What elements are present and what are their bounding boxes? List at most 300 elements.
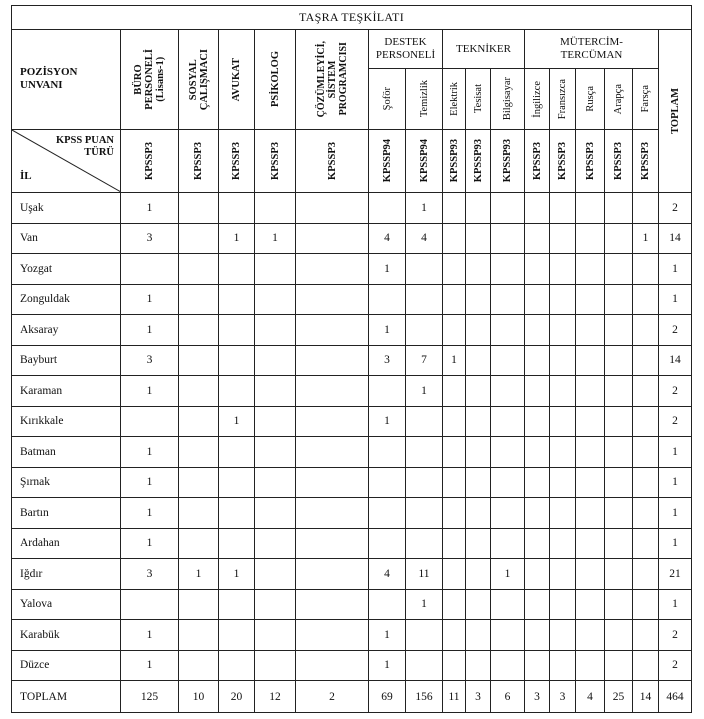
value-cell	[443, 437, 466, 468]
value-cell	[633, 650, 659, 681]
value-cell: 1	[121, 467, 179, 498]
value-cell: 1	[406, 589, 443, 620]
col-ingilizce	[525, 69, 550, 130]
table-row	[12, 559, 692, 590]
value-cell	[550, 498, 576, 529]
value-cell	[466, 406, 491, 437]
col-cozumleyici	[296, 30, 369, 130]
value-cell	[179, 650, 219, 681]
value-cell	[179, 437, 219, 468]
value-cell	[179, 620, 219, 651]
value-cell	[525, 528, 550, 559]
kpss-cell	[296, 130, 369, 193]
value-cell	[179, 223, 219, 254]
value-cell	[296, 315, 369, 346]
value-cell: 1	[406, 376, 443, 407]
value-cell: 3	[121, 223, 179, 254]
kpss-il-header	[12, 130, 121, 193]
value-cell	[179, 284, 219, 315]
value-cell	[466, 467, 491, 498]
value-cell	[605, 284, 633, 315]
table-row	[12, 589, 692, 620]
value-cell	[550, 406, 576, 437]
value-cell	[466, 620, 491, 651]
col-arapca	[605, 69, 633, 130]
table-row	[12, 376, 692, 407]
value-cell	[550, 528, 576, 559]
il-name: Yozgat	[12, 254, 121, 285]
il-name: Şırnak	[12, 467, 121, 498]
value-cell: 1	[121, 498, 179, 529]
value-cell	[525, 284, 550, 315]
value-cell	[255, 559, 296, 590]
rusca-label: Rusça	[584, 86, 596, 112]
value-cell	[633, 284, 659, 315]
value-cell: 1	[121, 650, 179, 681]
value-cell	[633, 528, 659, 559]
value-cell	[369, 528, 406, 559]
col-temizlik	[406, 69, 443, 130]
value-cell	[525, 223, 550, 254]
value-cell	[255, 254, 296, 285]
value-cell	[605, 437, 633, 468]
kpss-type: KPSSP3	[640, 142, 651, 180]
row-total-cell: 21	[659, 559, 692, 590]
row-total-cell: 2	[659, 315, 692, 346]
value-cell	[576, 589, 605, 620]
value-cell	[255, 315, 296, 346]
value-cell	[576, 254, 605, 285]
value-cell	[179, 498, 219, 529]
row-total-cell: 1	[659, 284, 692, 315]
value-cell	[550, 589, 576, 620]
table-row	[12, 193, 692, 224]
value-cell	[491, 315, 525, 346]
value-cell: 4	[369, 223, 406, 254]
value-cell	[296, 193, 369, 224]
value-cell	[491, 620, 525, 651]
value-cell	[466, 650, 491, 681]
value-cell	[466, 589, 491, 620]
value-cell	[550, 345, 576, 376]
il-name: Karabük	[12, 620, 121, 651]
value-cell	[179, 589, 219, 620]
value-cell: 1	[121, 376, 179, 407]
value-cell	[466, 437, 491, 468]
value-cell: 1	[121, 315, 179, 346]
value-cell	[605, 315, 633, 346]
col-avukat	[219, 30, 255, 130]
value-cell	[605, 528, 633, 559]
value-cell	[255, 650, 296, 681]
value-cell	[369, 437, 406, 468]
total-cell: 25	[605, 681, 633, 713]
value-cell: 1	[443, 345, 466, 376]
value-cell	[633, 559, 659, 590]
value-cell	[179, 315, 219, 346]
value-cell	[491, 437, 525, 468]
value-cell	[550, 223, 576, 254]
pozisyon-header	[12, 30, 121, 130]
value-cell	[443, 406, 466, 437]
il-name: Van	[12, 223, 121, 254]
value-cell: 1	[219, 223, 255, 254]
value-cell	[576, 223, 605, 254]
kpss-type: KPSSP3	[144, 142, 155, 180]
il-name: Iğdır	[12, 559, 121, 590]
il-name: Kırıkkale	[12, 406, 121, 437]
value-cell	[443, 223, 466, 254]
value-cell	[296, 254, 369, 285]
value-cell	[550, 193, 576, 224]
value-cell: 1	[369, 406, 406, 437]
col-tesisat	[466, 69, 491, 130]
value-cell	[633, 406, 659, 437]
value-cell	[406, 528, 443, 559]
value-cell	[255, 498, 296, 529]
value-cell	[296, 437, 369, 468]
value-cell	[443, 559, 466, 590]
value-cell: 1	[369, 315, 406, 346]
kpss-cell	[406, 130, 443, 193]
kpss-type: KPSSP3	[557, 142, 568, 180]
value-cell	[525, 559, 550, 590]
il-name: Bartın	[12, 498, 121, 529]
value-cell	[296, 589, 369, 620]
value-cell	[296, 620, 369, 651]
value-cell	[605, 406, 633, 437]
toplam-header-label: TOPLAM	[669, 88, 681, 134]
value-cell	[255, 528, 296, 559]
value-cell	[406, 498, 443, 529]
value-cell	[443, 315, 466, 346]
value-cell	[633, 620, 659, 651]
total-cell: 20	[219, 681, 255, 713]
value-cell	[605, 620, 633, 651]
total-cell: 3	[466, 681, 491, 713]
value-cell	[219, 620, 255, 651]
total-label: TOPLAM	[12, 681, 121, 713]
kpss-type: KPSSP94	[418, 139, 430, 183]
value-cell: 1	[219, 559, 255, 590]
value-cell: 7	[406, 345, 443, 376]
value-cell	[219, 528, 255, 559]
value-cell	[576, 345, 605, 376]
total-cell: 3	[550, 681, 576, 713]
value-cell: 11	[406, 559, 443, 590]
destek-personeli-group: DESTEK PERSONELİ	[369, 30, 443, 69]
kpss-type: KPSSP3	[613, 142, 624, 180]
value-cell	[525, 589, 550, 620]
tekniker-group: TEKNİKER	[443, 30, 525, 69]
value-cell	[443, 589, 466, 620]
row-total-cell: 1	[659, 437, 692, 468]
kpss-type: KPSSP3	[531, 142, 543, 180]
table-row	[12, 467, 692, 498]
value-cell	[491, 406, 525, 437]
pozisyon-label: POZİSYON UNVANI	[20, 66, 78, 91]
farsca-label: Farsça	[640, 85, 651, 113]
col-fransizca	[550, 69, 576, 130]
value-cell	[466, 376, 491, 407]
value-cell	[491, 498, 525, 529]
col-sosyal-calismaci	[179, 30, 219, 130]
value-cell	[219, 376, 255, 407]
value-cell	[466, 193, 491, 224]
value-cell	[179, 376, 219, 407]
value-cell	[605, 223, 633, 254]
kpss-cell	[491, 130, 525, 193]
row-total-cell: 2	[659, 406, 692, 437]
value-cell	[179, 528, 219, 559]
total-cell: 10	[179, 681, 219, 713]
value-cell	[466, 254, 491, 285]
value-cell	[576, 559, 605, 590]
value-cell	[491, 254, 525, 285]
mutercim-tercuman-group: MÜTERCİM- TERCÜMAN	[525, 30, 659, 69]
col-toplam	[659, 30, 692, 193]
value-cell	[550, 284, 576, 315]
table-row	[12, 254, 692, 285]
il-name: Aksaray	[12, 315, 121, 346]
value-cell	[121, 406, 179, 437]
il-name: Batman	[12, 437, 121, 468]
group-header-row	[12, 30, 692, 69]
col-bilgisayar	[491, 69, 525, 130]
table-row	[12, 223, 692, 254]
value-cell	[525, 345, 550, 376]
value-cell: 1	[369, 650, 406, 681]
value-cell	[255, 620, 296, 651]
row-total-cell: 14	[659, 223, 692, 254]
il-name: Bayburt	[12, 345, 121, 376]
ingilizce-label: İngilizce	[531, 80, 543, 118]
tasra-teskilati-table	[11, 5, 692, 713]
il-name: Düzce	[12, 650, 121, 681]
table-row	[12, 437, 692, 468]
kpss-type: KPSSP93	[448, 139, 460, 183]
value-cell	[491, 223, 525, 254]
value-cell	[605, 498, 633, 529]
value-cell	[406, 467, 443, 498]
table-title: TAŞRA TEŞKİLATI	[12, 6, 692, 30]
value-cell	[121, 254, 179, 285]
table-row	[12, 315, 692, 346]
value-cell	[466, 498, 491, 529]
value-cell	[605, 650, 633, 681]
value-cell	[369, 284, 406, 315]
value-cell: 3	[369, 345, 406, 376]
total-cell: 69	[369, 681, 406, 713]
value-cell	[491, 345, 525, 376]
il-name: Zonguldak	[12, 284, 121, 315]
col-rusca	[576, 69, 605, 130]
value-cell	[296, 223, 369, 254]
row-total-cell: 1	[659, 498, 692, 529]
value-cell: 3	[121, 345, 179, 376]
value-cell	[219, 345, 255, 376]
value-cell	[219, 589, 255, 620]
value-cell	[369, 589, 406, 620]
arapca-label: Arapça	[613, 83, 624, 115]
row-total-cell: 2	[659, 193, 692, 224]
il-name: Yalova	[12, 589, 121, 620]
kpss-cell	[576, 130, 605, 193]
value-cell	[525, 376, 550, 407]
value-cell: 1	[369, 254, 406, 285]
value-cell	[491, 650, 525, 681]
value-cell	[219, 254, 255, 285]
value-cell	[525, 315, 550, 346]
row-total-cell: 2	[659, 650, 692, 681]
kpss-cell	[369, 130, 406, 193]
value-cell	[633, 437, 659, 468]
value-cell	[443, 254, 466, 285]
kpss-row	[12, 130, 692, 193]
value-cell	[633, 376, 659, 407]
value-cell	[296, 528, 369, 559]
value-cell	[605, 193, 633, 224]
value-cell	[550, 620, 576, 651]
value-cell	[406, 284, 443, 315]
value-cell: 3	[121, 559, 179, 590]
value-cell	[466, 315, 491, 346]
value-cell	[443, 498, 466, 529]
row-total-cell: 2	[659, 376, 692, 407]
value-cell	[296, 650, 369, 681]
value-cell	[219, 437, 255, 468]
value-cell: 4	[406, 223, 443, 254]
total-cell: 4	[576, 681, 605, 713]
value-cell	[550, 437, 576, 468]
value-cell: 1	[255, 223, 296, 254]
table-row	[12, 650, 692, 681]
value-cell	[369, 193, 406, 224]
value-cell	[576, 620, 605, 651]
total-cell: 14	[633, 681, 659, 713]
il-label: İL	[20, 170, 32, 182]
value-cell	[406, 254, 443, 285]
value-cell: 1	[491, 559, 525, 590]
table-row	[12, 620, 692, 651]
value-cell	[296, 376, 369, 407]
value-cell	[466, 528, 491, 559]
table-row	[12, 406, 692, 437]
value-cell	[576, 467, 605, 498]
value-cell	[525, 254, 550, 285]
value-cell	[525, 193, 550, 224]
value-cell	[296, 406, 369, 437]
row-total-cell: 1	[659, 254, 692, 285]
row-total-cell: 14	[659, 345, 692, 376]
value-cell	[491, 284, 525, 315]
value-cell	[179, 193, 219, 224]
kpss-cell	[219, 130, 255, 193]
total-cell: 2	[296, 681, 369, 713]
total-row	[12, 681, 692, 713]
table-row	[12, 345, 692, 376]
col-farsca	[633, 69, 659, 130]
value-cell	[219, 467, 255, 498]
value-cell	[491, 589, 525, 620]
avukat-label: AVUKAT	[231, 57, 242, 102]
value-cell	[255, 284, 296, 315]
value-cell	[121, 589, 179, 620]
value-cell	[255, 345, 296, 376]
value-cell	[219, 193, 255, 224]
kpss-cell	[466, 130, 491, 193]
col-sofor	[369, 69, 406, 130]
value-cell	[443, 284, 466, 315]
value-cell	[406, 315, 443, 346]
value-cell	[633, 589, 659, 620]
value-cell	[369, 498, 406, 529]
value-cell	[255, 467, 296, 498]
value-cell	[576, 284, 605, 315]
value-cell: 1	[179, 559, 219, 590]
kpss-type: KPSSP3	[269, 142, 281, 180]
kpss-type: KPSSP94	[381, 139, 393, 183]
value-cell	[525, 437, 550, 468]
value-cell	[525, 620, 550, 651]
kpss-cell	[525, 130, 550, 193]
value-cell	[550, 559, 576, 590]
value-cell	[443, 620, 466, 651]
data-body	[12, 193, 692, 681]
kpss-cell	[255, 130, 296, 193]
value-cell	[369, 376, 406, 407]
total-cell: 3	[525, 681, 550, 713]
row-total-cell: 1	[659, 528, 692, 559]
value-cell	[633, 315, 659, 346]
table-row	[12, 284, 692, 315]
sosyal-calismaci-label: SOSYAL ÇALIŞMACI	[187, 48, 210, 111]
value-cell	[406, 650, 443, 681]
bilgisayar-label: Bilgisayar	[502, 77, 513, 121]
value-cell	[219, 315, 255, 346]
value-cell	[491, 193, 525, 224]
total-cell: 12	[255, 681, 296, 713]
value-cell	[406, 620, 443, 651]
value-cell	[296, 467, 369, 498]
value-cell	[576, 193, 605, 224]
col-buro-personeli	[121, 30, 179, 130]
value-cell	[179, 467, 219, 498]
kpss-type: KPSSP3	[193, 142, 204, 180]
il-name: Ardahan	[12, 528, 121, 559]
il-name: Karaman	[12, 376, 121, 407]
value-cell	[605, 254, 633, 285]
value-cell	[219, 498, 255, 529]
value-cell	[255, 437, 296, 468]
value-cell	[466, 345, 491, 376]
value-cell	[296, 345, 369, 376]
tesisat-label: Tesisat	[472, 84, 484, 114]
value-cell	[255, 589, 296, 620]
value-cell	[550, 254, 576, 285]
value-cell: 4	[369, 559, 406, 590]
value-cell	[443, 650, 466, 681]
value-cell	[466, 223, 491, 254]
value-cell: 1	[121, 284, 179, 315]
fransizca-label: Fransızca	[557, 78, 568, 120]
value-cell: 1	[369, 620, 406, 651]
value-cell	[219, 650, 255, 681]
value-cell	[466, 284, 491, 315]
value-cell	[406, 406, 443, 437]
value-cell	[550, 650, 576, 681]
row-total-cell: 1	[659, 589, 692, 620]
